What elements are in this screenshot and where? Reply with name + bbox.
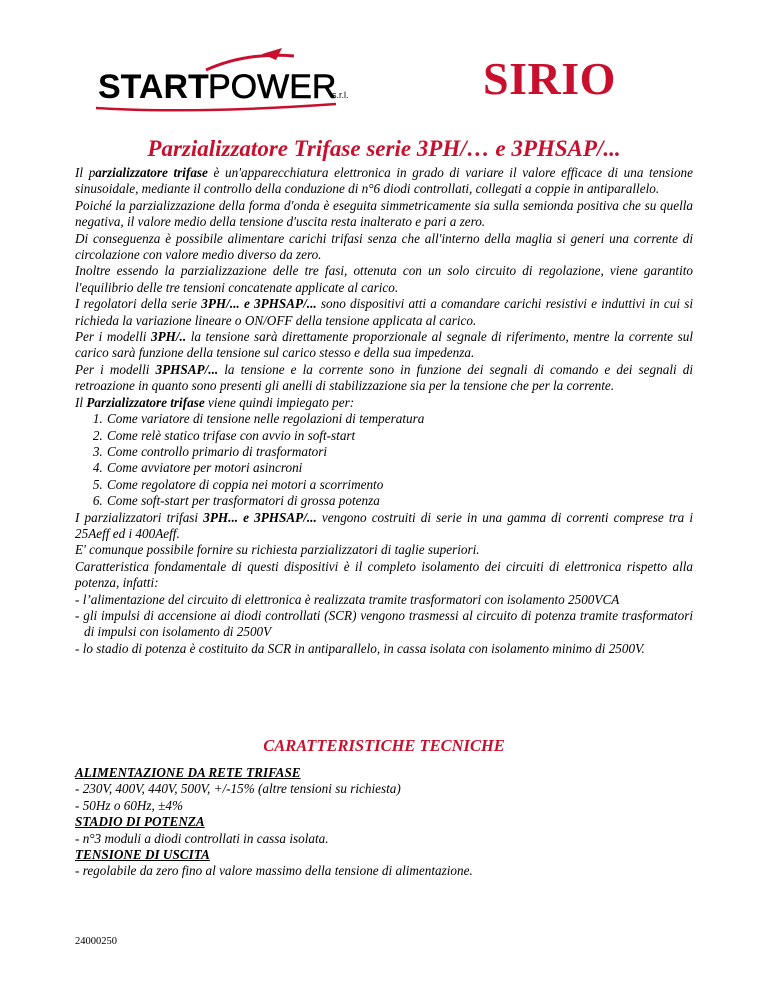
bold-text: 3PH/.. bbox=[150, 329, 187, 345]
text: viene quindi impiegato per: bbox=[204, 394, 355, 410]
paragraph bbox=[75, 296, 693, 329]
text: Il bbox=[75, 394, 87, 410]
spec-heading: TENSIONE DI USCITA bbox=[75, 847, 210, 863]
page-title: Parzializzatore Trifase serie 3PH/… e 3PHSAP/... bbox=[147, 136, 621, 161]
bold-text: arzializzatore trifase bbox=[95, 165, 208, 180]
dash-item: - l’alimentazione del circuito di elettronica è realizzata tramite trasformatori con isolamento 2500VCA bbox=[75, 591, 620, 607]
uses-list bbox=[75, 411, 693, 509]
document-code: 24000250 bbox=[75, 936, 117, 947]
paragraph: E' comunque possibile fornire su richiesta parzializzatori di taglie superiori. bbox=[75, 542, 480, 558]
svg-text:s.r.l.: s.r.l. bbox=[332, 90, 349, 100]
text: la tensione sarà direttamente proporzionale al segnale di riferimento, mentre la corrente sul carico sarà funzione della tensione sul carico stesso e della sua impedenza. bbox=[75, 329, 693, 361]
spec-heading: ALIMENTAZIONE DA RETE TRIFASE bbox=[75, 765, 301, 780]
paragraph bbox=[75, 165, 693, 198]
svg-text:POWER: POWER bbox=[208, 68, 337, 106]
spec-line: - 230V, 400V, 440V, 500V, +/-15% (altre tensioni su richiesta) bbox=[75, 781, 401, 797]
paragraph: Caratteristica fondamentale di questi dispositivi è il completo isolamento dei circuiti di elettronica rispetto alla potenza, infatti: bbox=[75, 558, 693, 591]
text: I regolatori della serie bbox=[75, 296, 202, 312]
spec-heading: STADIO DI POTENZA bbox=[75, 814, 205, 830]
list-item: 4. Come avviatore per motori asincroni bbox=[106, 460, 693, 476]
paragraph bbox=[75, 362, 693, 395]
spec-line: - regolabile da zero fino al valore massimo della tensione di alimentazione. bbox=[75, 863, 473, 879]
list-item: 5. Come regolatore di coppia nei motori a scorrimento bbox=[106, 477, 693, 493]
spec-line: - 50Hz o 60Hz, ±4% bbox=[75, 797, 183, 813]
list-item: 1. Come variatore di tensione nelle regolazioni di temperatura bbox=[106, 411, 693, 427]
bold-text: 3PHSAP/... bbox=[155, 361, 219, 377]
list-item: 2. Come relè statico trifase con avvio in soft-start bbox=[106, 428, 693, 444]
bold-text: Parzializzatore trifase bbox=[86, 394, 205, 410]
list-item: 3. Come controllo primario di trasformatori bbox=[106, 444, 693, 460]
text: la tensione e la corrente sono in funzione dei segnali di comando e dei segnali di retroazione in quanto sono presenti gli anelli di stabilizzazione sia per la tensione che per la corrente. bbox=[75, 361, 693, 394]
paragraph: Poiché la parzializzazione della forma d'onda è eseguita simmetricamente sia sulla semionda positiva che su quella negativa, il valore medio della tensione d'uscita resta inalterato e pari a zero. bbox=[75, 197, 693, 230]
paragraph bbox=[75, 510, 693, 543]
section-title: CARATTERISTICHE TECNICHE bbox=[263, 736, 505, 755]
dash-item: - gli impulsi di accensione ai diodi controllati (SCR) vengono trasmessi al circuito di potenza tramite trasformatori di impulsi con isolamento di 2500V bbox=[75, 607, 693, 640]
text: Per i modelli bbox=[75, 329, 151, 345]
svg-text:START: START bbox=[98, 68, 209, 106]
technical-specs bbox=[75, 765, 693, 880]
start-power-logo bbox=[86, 44, 362, 118]
brand-name: SIRIO bbox=[483, 53, 616, 104]
paragraph bbox=[75, 395, 693, 411]
bold-text: 3PH/... e 3PHSAP/... bbox=[201, 296, 317, 312]
text: vengono costruiti di serie in una gamma di correnti comprese tra i 25Aeff ed i 400Aeff. bbox=[75, 509, 693, 541]
paragraph: Di conseguenza è possibile alimentare carichi trifasi senza che all'interno della maglia si generi una corrente di circolazione con valore medio diverso da zero. bbox=[75, 230, 693, 263]
list-item: 6. Come soft-start per trasformatori di grossa potenza bbox=[106, 493, 693, 509]
text: sono dispositivi atti a comandare carichi resistivi e induttivi in cui si richieda la variazione lineare o ON/OFF della tensione applicata al carico. bbox=[75, 296, 694, 328]
spec-line: - n°3 moduli a diodi controllati in cassa isolata. bbox=[75, 830, 329, 846]
text: Il p bbox=[75, 165, 96, 180]
text: è un'apparecchiatura elettronica in grado di variare il valore efficace di una tensione sinusoidale, mediante il controllo della conduzione di n°6 diodi controllati, collegati a coppie in antiparallelo. bbox=[75, 165, 694, 197]
dash-item: - lo stadio di potenza è costituito da SCR in antiparallelo, in cassa isolata con isolamento minimo di 2500V. bbox=[75, 640, 645, 656]
paragraph bbox=[75, 329, 693, 362]
text: Per i modelli bbox=[75, 361, 156, 377]
description-body bbox=[75, 165, 693, 657]
paragraph: Inoltre essendo la parzializzazione delle tre fasi, ottenuta con un solo circuito di regolazione, viene garantito l'equilibrio delle tre tensioni concatenate applicate al carico. bbox=[75, 263, 693, 295]
text: I parzializzatori trifasi bbox=[75, 509, 204, 525]
bold-text: 3PH... e 3PHSAP/... bbox=[203, 509, 317, 525]
